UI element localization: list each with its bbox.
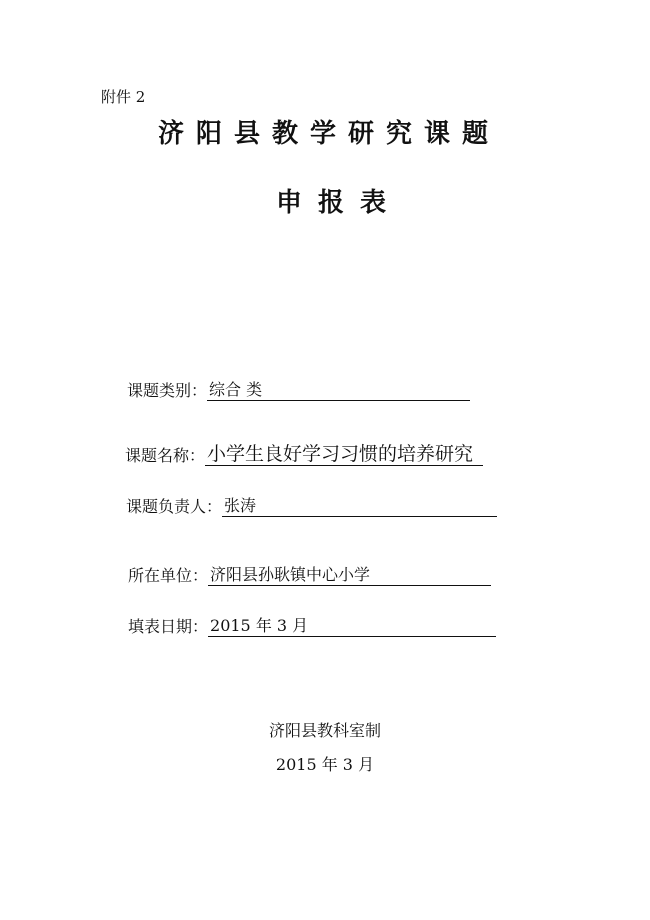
field-fill-date-label: 填表日期：	[128, 617, 209, 636]
document-title: 济阳县教学研究课题	[157, 119, 500, 149]
field-category	[127, 380, 470, 401]
field-fill-date	[128, 616, 496, 637]
field-leader-label: 课题负责人：	[126, 497, 223, 516]
field-fill-date-value[interactable]: 2015 年 3 月	[208, 616, 496, 637]
field-topic-name-value[interactable]: 小学生良好学习习惯的培养研究	[205, 443, 483, 466]
field-unit-value[interactable]: 济阳县孙耿镇中心小学	[208, 565, 491, 586]
document-subtitle: 申报表	[275, 188, 402, 218]
field-leader-value[interactable]: 张涛	[222, 496, 497, 517]
field-unit-label: 所在单位：	[128, 566, 209, 585]
field-leader	[126, 496, 497, 517]
field-category-label: 课题类别：	[127, 381, 208, 400]
field-unit	[128, 565, 491, 586]
field-category-value[interactable]: 综合 类	[207, 380, 470, 401]
field-topic-name-label: 课题名称：	[125, 446, 206, 465]
attachment-label: 附件 2	[101, 88, 146, 106]
footer-date: 2015 年 3 月	[275, 755, 375, 774]
footer-organization: 济阳县教科室制	[268, 721, 381, 740]
field-topic-name	[125, 443, 483, 466]
